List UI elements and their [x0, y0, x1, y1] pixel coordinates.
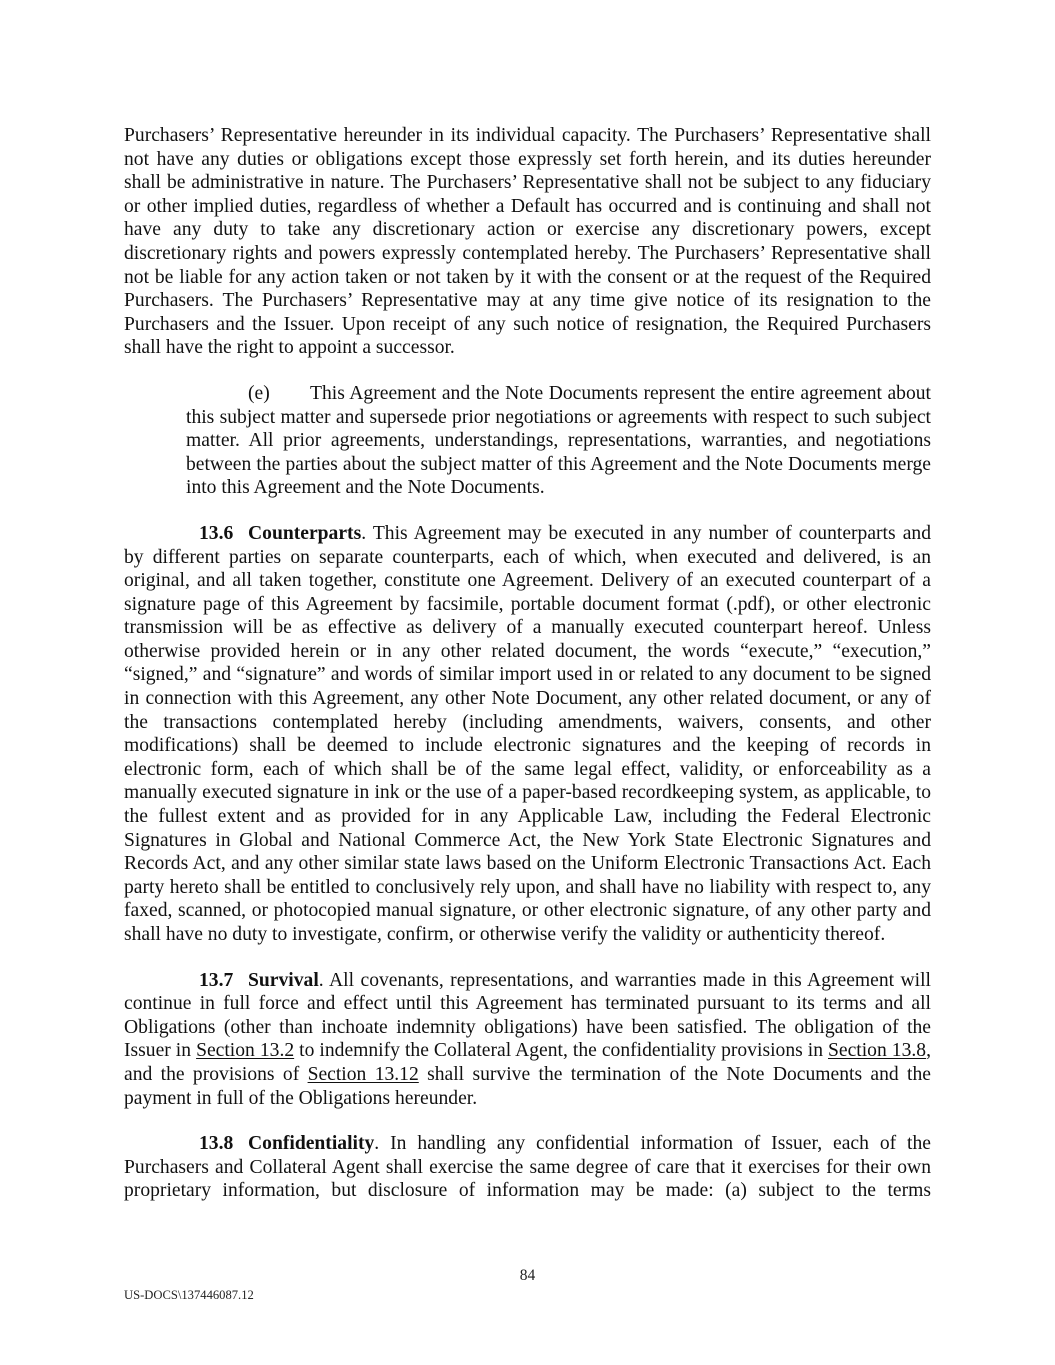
section-text: . This Agreement may be executed in any number of counterparts and by different parties on separate counterparts, each of which, when executed and delivered, is an original, and all taken together, constitute one Agreement. Delivery of an executed counterpart of a signature page of this Agreement by facsimile, portable document format (.pdf), or other electronic transmission will be as effective as delivery of a manually executed counterpart hereof. Unless otherwise provided herein or in any other related document, the words “execute,” “execution,” “signed,” and “signature” and words of similar import used in or related to any document to be signed in connection with this Agreement, any other Note Document, any other related document, or any of the transactions contemplated hereby (including amendments, waivers, consents, and other modifications) shall be deemed to include electronic signatures and the keeping of records in electronic form, each of which shall be of the same legal effect, validity, or enforceability as a manually executed signature in ink or the use of a paper-based recordkeeping system, as applicable, to the fullest extent and as provided for in any Applicable Law, including the Federal Electronic Signatures in Global and National Commerce Act, the New York State Electronic Signatures and Records Act, and any other similar state laws based on the Uniform Electronic Transactions Act. Each party hereto shall be entitled to conclusively rely upon, and shall have no liability with respect to, any faxed, scanned, or photocopied manual signature, or other electronic signature, of any other party and shall have no duty to investigate, confirm, or otherwise verify the validity or authenticity thereof. — [124, 522, 931, 945]
section-text: shall survive the termination of the Note Documents and the payment in full of the Obligations hereunder. — [124, 1063, 931, 1109]
section-text: . All covenants, representations, and warranties made in this Agreement will continue in full force and effect until this Agreement has terminated pursuant to its terms and all Obligations (other than inchoate indemnity obligations) have been satisfied. The obligation of the Issuer in — [124, 969, 931, 1062]
section-title: Survival — [248, 969, 319, 991]
cross-reference-section-13-8[interactable]: Section 13.8 — [828, 1040, 927, 1062]
subsection-e-paragraph — [186, 382, 931, 500]
section-number: 13.8 — [199, 1133, 234, 1155]
section-title: Counterparts — [248, 522, 362, 544]
document-page-body — [124, 124, 931, 1225]
section-number: 13.7 — [199, 969, 234, 991]
section-title: Confidentiality — [248, 1133, 375, 1155]
section-13-7-paragraph — [124, 969, 931, 1111]
section-13-8-paragraph — [124, 1132, 931, 1203]
section-number: 13.6 — [199, 522, 234, 544]
section-13-6-paragraph — [124, 522, 931, 947]
section-text: . In handling any confidential information of Issuer, each of the Purchasers and Collateral Agent shall exercise the same degree of care that it exercises for their own proprietary information, but disclosure of information may be made: (a) subject to the terms — [124, 1133, 931, 1202]
cross-reference-section-13-2[interactable]: Section 13.2 — [196, 1040, 295, 1062]
section-text: to indemnify the Collateral Agent, the confidentiality provisions in — [294, 1040, 828, 1062]
cross-reference-section-13-12[interactable]: Section 13.12 — [307, 1063, 419, 1085]
section-text: , and the provisions of — [124, 1040, 931, 1085]
page-number: 84 — [519, 1267, 536, 1284]
document-id-footer: US-DOCS\137446087.12 — [124, 1288, 254, 1302]
subsection-label: (e) — [248, 382, 270, 404]
continuation-paragraph: Purchasers’ Representative hereunder in its individual capacity. The Purchasers’ Representative shall not have any duties or obligations except those expressly set forth herein, and its duties hereunder shall be administrative in nature. The Purchasers’ Representative shall not be subject to any fiduciary or other implied duties, regardless of whether a Default has occurred and is continuing and shall not have any duty to take any discretionary action or exercise any discretionary powers, except discretionary rights and powers expressly contemplated hereby. The Purchasers’ Representative shall not be liable for any action taken or not taken by it with the consent or at the request of the Required Purchasers. The Purchasers’ Representative may at any time give notice of its resignation to the Purchasers and the Issuer. Upon receipt of any such notice of resignation, the Required Purchasers shall have the right to appoint a successor. — [124, 125, 931, 359]
subsection-text: This Agreement and the Note Documents represent the entire agreement about this subject matter and supersede prior negotiations or agreements with respect to such subject matter. All prior agreements, understandings, representations, warranties, and negotiations between the parties about the subject matter of this Agreement and the Note Documents merge into this Agreement and the Note Documents. — [186, 382, 931, 499]
